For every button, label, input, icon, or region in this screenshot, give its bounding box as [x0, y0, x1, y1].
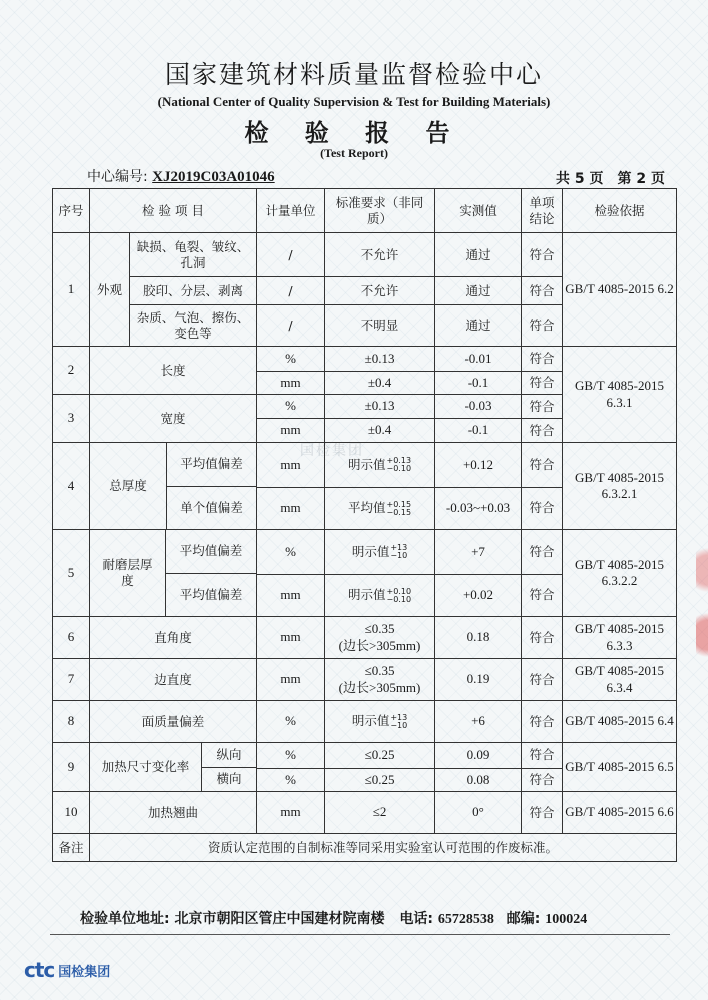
req-line-2: (边长>305mm) [338, 637, 421, 653]
verdict-cell: 符合 [522, 419, 563, 443]
measured-cell: -0.01 [435, 347, 522, 372]
unit-cell: % [257, 530, 325, 575]
verdict-cell: 符合 [522, 792, 563, 834]
requirement-cell [325, 574, 435, 617]
sub-item: 胶印、分层、剥离 [130, 277, 257, 305]
verdict-cell: 符合 [522, 277, 563, 305]
table-row [53, 659, 677, 701]
unit-cell: % [257, 347, 325, 372]
req-base: 明示值 [348, 456, 386, 472]
verdict-cell: 符合 [522, 574, 563, 617]
req-line-1: ≤0.35 [364, 663, 395, 679]
table-row [53, 443, 677, 488]
requirement-cell: ±0.13 [325, 347, 435, 372]
sub-item: 杂质、气泡、擦伤、变色等 [130, 305, 257, 347]
header-row [53, 189, 677, 233]
row-number: 1 [53, 233, 90, 347]
footer-address [80, 908, 587, 928]
req-line-2: (边长>305mm) [338, 679, 421, 695]
tolerance [387, 588, 412, 604]
requirement-cell: ±0.4 [325, 419, 435, 443]
requirement-cell [325, 617, 435, 659]
req-base: 平均值 [348, 500, 386, 515]
requirement-cell [325, 530, 435, 575]
verdict-cell: 符合 [522, 701, 563, 743]
sub-item: 平均值偏差 [179, 586, 243, 602]
address-value: 北京市朝阳区管庄中国建材院南楼 [174, 911, 385, 927]
unit-cell: / [257, 233, 325, 277]
verdict-cell: 符合 [522, 347, 563, 372]
table-row [53, 792, 677, 834]
report-title-cn: 检 验 报 告 [244, 119, 464, 147]
row-number: 9 [53, 743, 90, 792]
split-item [90, 743, 257, 792]
basis-cell: GB/T 4085-2015 6.5 [563, 743, 677, 792]
unit-cell: % [257, 743, 325, 769]
item-name: 宽度 [90, 395, 257, 443]
requirement-cell: 不允许 [325, 277, 435, 305]
center-number-value: XJ2019C03A01046 [152, 169, 275, 185]
unit-cell: mm [257, 419, 325, 443]
verdict-cell: 符合 [522, 743, 563, 769]
tol-down: −0.15 [386, 507, 412, 517]
measured-cell: 通过 [435, 305, 522, 347]
verdict-cell: 符合 [522, 395, 563, 419]
basis-cell: GB/T 4085-2015 6.4 [563, 701, 677, 743]
measured-cell: 0° [435, 792, 522, 834]
item-group: 加热尺寸变化率 [90, 743, 202, 791]
phone-value: 65728538 [437, 912, 494, 927]
verdict-cell: 符合 [522, 487, 563, 530]
requirement-cell: ≤0.25 [325, 743, 435, 769]
sub-items [202, 743, 256, 791]
unit-cell: / [257, 277, 325, 305]
verdict-cell: 符合 [522, 659, 563, 701]
unit-cell: mm [257, 443, 325, 488]
phone-label: 电话: [399, 911, 433, 927]
requirement-cell [325, 487, 435, 530]
verdict-cell: 符合 [522, 443, 563, 488]
measured-cell: -0.1 [435, 372, 522, 395]
verdict-cell: 符合 [522, 305, 563, 347]
measured-cell: -0.03~+0.03 [435, 487, 522, 530]
watermark: 国检集团 [300, 443, 364, 459]
requirement-cell: 不明显 [325, 305, 435, 347]
unit-cell: mm [257, 372, 325, 395]
sub-item: 纵向 [202, 743, 256, 768]
col-seq: 序号 [53, 189, 90, 233]
tolerance [390, 714, 407, 730]
measured-cell: +6 [435, 701, 522, 743]
measured-cell: 通过 [435, 233, 522, 277]
col-unit: 计量单位 [257, 189, 325, 233]
item-name: 边直度 [90, 659, 257, 701]
verdict-cell: 符合 [522, 372, 563, 395]
sub-item: 平均值偏差 [166, 530, 256, 574]
tol-up: +0.10 [386, 586, 412, 596]
basis-cell: GB/T 4085-2015 6.6 [563, 792, 677, 834]
tol-up: +0.15 [386, 499, 412, 509]
basis-cell: GB/T 4085-2015 6.3.2.1 [563, 443, 677, 530]
address-label: 检验单位地址: [80, 911, 170, 927]
item-group: 外观 [90, 233, 130, 347]
requirement-cell: 不允许 [325, 233, 435, 277]
ctc-logo-mark: ctc [24, 958, 55, 982]
col-item: 检 验 项 目 [90, 189, 257, 233]
row-number: 4 [53, 443, 90, 530]
center-number [87, 166, 275, 186]
req-base: 明示值 [351, 713, 390, 729]
test-results-table [52, 188, 677, 862]
measured-cell: +7 [435, 530, 522, 575]
unit-cell: / [257, 305, 325, 347]
table-row [53, 701, 677, 743]
tolerance [387, 457, 412, 473]
unit-cell: % [257, 701, 325, 743]
sub-item: 横向 [216, 771, 242, 787]
item-name: 直角度 [90, 617, 257, 659]
total-pages: 共 5 页 [556, 171, 604, 187]
center-title-en: (National Center of Quality Supervision & Test for Building Materials) [157, 94, 551, 109]
sub-item: 缺损、龟裂、皱纹、孔洞 [130, 233, 257, 277]
measured-cell: 通过 [435, 277, 522, 305]
tolerance [390, 544, 407, 560]
measured-cell: 0.19 [435, 659, 522, 701]
zip-value: 100024 [545, 912, 588, 927]
measured-cell: +0.02 [435, 574, 522, 617]
note-text: 资质认定范围的自制标准等同采用实验室认可范围的作废标准。 [90, 834, 677, 862]
ctc-logo [24, 958, 110, 982]
requirement-cell: ≤2 [325, 792, 435, 834]
note-label: 备注 [53, 834, 90, 862]
stamp-edge-bottom [696, 600, 708, 670]
measured-cell: +0.12 [435, 443, 522, 488]
tol-up: +13 [390, 712, 408, 722]
requirement-cell [325, 701, 435, 743]
requirement-cell [325, 443, 435, 488]
row-number: 3 [53, 395, 90, 443]
unit-cell: % [257, 768, 325, 791]
page-info [556, 168, 665, 188]
req-base: 明示值 [348, 587, 386, 602]
verdict-cell: 符合 [522, 530, 563, 575]
table-row [53, 347, 677, 372]
unit-cell: mm [257, 792, 325, 834]
basis-cell: GB/T 4085-2015 6.3.3 [563, 617, 677, 659]
zip-label: 邮编: [506, 911, 541, 927]
row-number: 6 [53, 617, 90, 659]
split-item [90, 443, 257, 530]
note-row [53, 834, 677, 862]
measured-cell: -0.03 [435, 395, 522, 419]
basis-cell: GB/T 4085-2015 6.3.1 [563, 347, 677, 443]
row-number: 2 [53, 347, 90, 395]
measured-cell: -0.1 [435, 419, 522, 443]
item-name: 面质量偏差 [90, 701, 257, 743]
page-number: 第 2 页 [617, 171, 665, 187]
item-name: 加热翘曲 [90, 792, 257, 834]
tol-down: −10 [390, 720, 408, 730]
split-wrapper [90, 743, 256, 791]
table-row [53, 743, 677, 769]
sub-item: 平均值偏差 [167, 443, 256, 487]
verdict-cell: 符合 [522, 617, 563, 659]
requirement-cell: ±0.13 [325, 395, 435, 419]
table-row [53, 530, 677, 575]
req-base: 明示值 [351, 543, 390, 559]
row-number: 7 [53, 659, 90, 701]
tolerance [387, 501, 412, 517]
col-verdict: 单项结论 [522, 189, 563, 233]
verdict-cell: 符合 [522, 233, 563, 277]
table-row [53, 233, 677, 277]
measured-cell: 0.09 [435, 743, 522, 769]
measured-cell: 0.08 [435, 768, 522, 791]
item-group: 耐磨层厚度 [90, 530, 166, 616]
tol-down: −0.10 [386, 594, 412, 604]
item-name: 长度 [90, 347, 257, 395]
footer-divider [50, 934, 670, 935]
stamp-edge-top [696, 535, 708, 605]
basis-cell: GB/T 4085-2015 6.3.2.2 [563, 530, 677, 617]
report-title-en: (Test Report) [320, 146, 388, 160]
unit-cell: mm [257, 659, 325, 701]
split-wrapper [90, 530, 256, 616]
req-line-1: ≤0.35 [364, 621, 395, 637]
basis-cell: GB/T 4085-2015 6.2 [563, 233, 677, 347]
requirement-cell: ≤0.25 [325, 768, 435, 791]
col-requirement: 标准要求（非同质） [325, 189, 435, 233]
sub-items [167, 443, 256, 529]
col-measured: 实测值 [435, 189, 522, 233]
tol-up: +0.13 [386, 456, 412, 465]
sub-item: 单个值偏差 [180, 499, 243, 515]
ctc-logo-text: 国检集团 [58, 964, 111, 980]
requirement-cell [325, 659, 435, 701]
unit-cell: % [257, 395, 325, 419]
unit-cell: mm [257, 574, 325, 617]
col-basis: 检验依据 [563, 189, 677, 233]
requirement-cell: ±0.4 [325, 372, 435, 395]
tol-down: −10 [390, 551, 408, 560]
split-wrapper [90, 443, 256, 529]
row-number: 10 [53, 792, 90, 834]
unit-cell: mm [257, 487, 325, 530]
basis-cell: GB/T 4085-2015 6.3.4 [563, 659, 677, 701]
measured-cell: 0.18 [435, 617, 522, 659]
row-number: 8 [53, 701, 90, 743]
unit-cell: mm [257, 617, 325, 659]
center-number-label: 中心编号: [87, 169, 148, 185]
row-number: 5 [53, 530, 90, 617]
center-title-cn: 国家建筑材料质量监督检验中心 [164, 60, 543, 89]
split-item [90, 530, 257, 617]
tol-up: +13 [390, 543, 408, 552]
table-row [53, 617, 677, 659]
item-group: 总厚度 [90, 443, 167, 529]
sub-items [166, 530, 256, 616]
verdict-cell: 符合 [522, 768, 563, 791]
tol-down: −0.10 [386, 464, 412, 473]
